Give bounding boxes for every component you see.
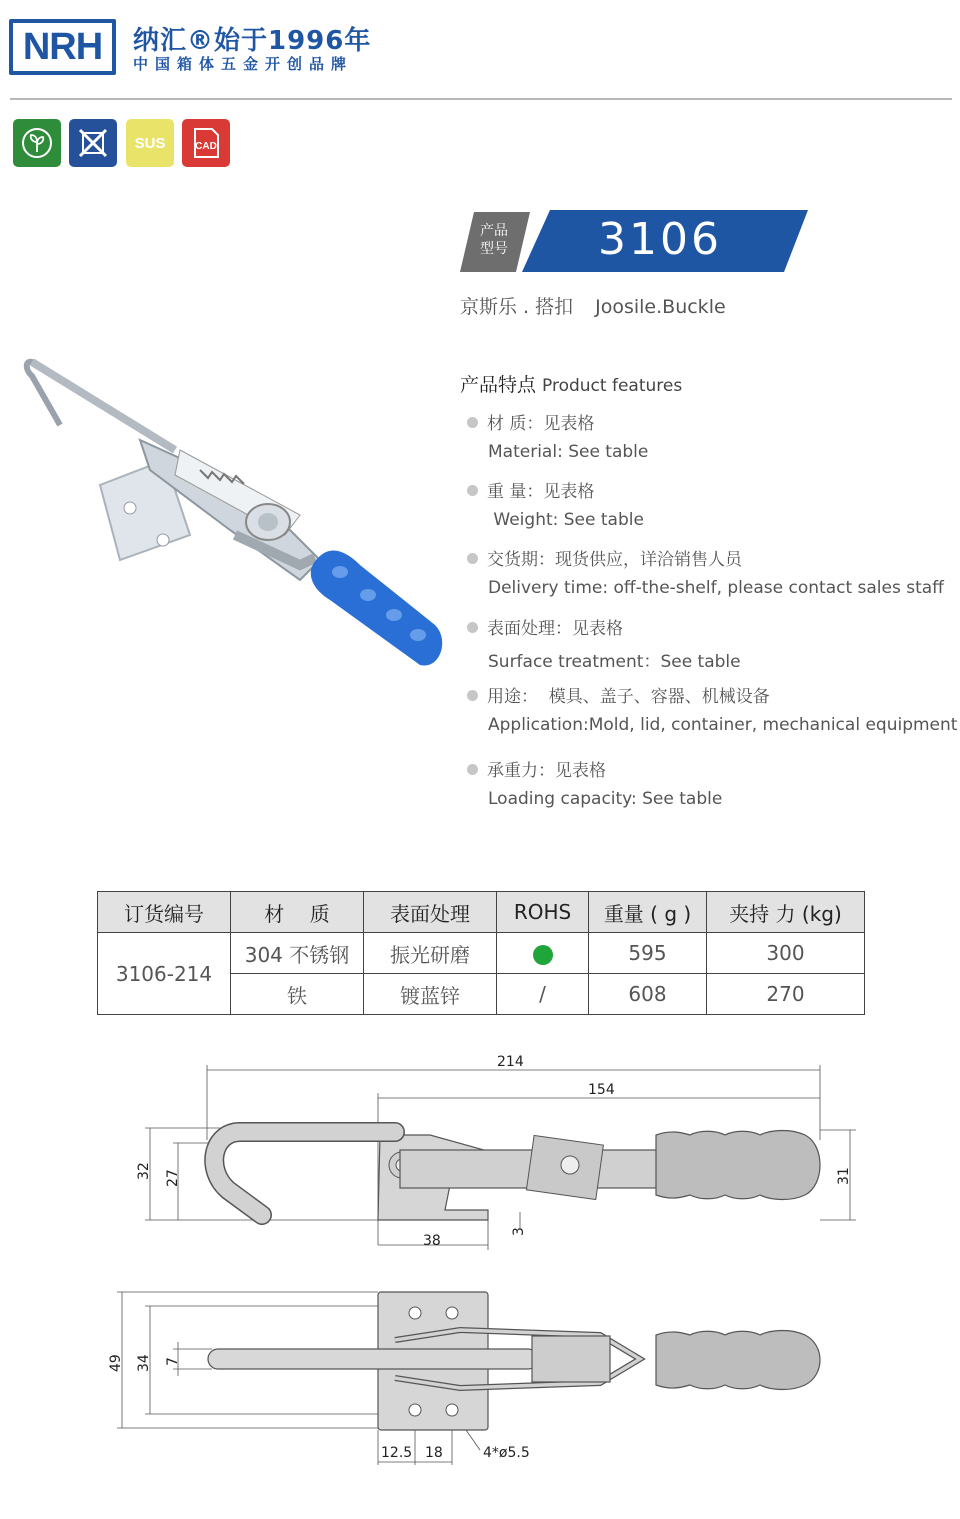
feature-material: 材 质：见表格 Material: See table: [467, 409, 648, 462]
dim-width-inner: 34: [136, 1354, 152, 1372]
side-view-drawing: [0, 1040, 960, 1270]
brand-subtitle: 中国箱体五金开创品牌: [133, 55, 354, 73]
feature-surface: 表面处理：见表格 Surface treatment：See table: [467, 614, 741, 672]
bullet-icon: [467, 622, 478, 633]
feature-weight: 重 量：见表格 Weight: See table: [467, 477, 644, 530]
dim-holes: 4*ø5.5: [483, 1445, 530, 1461]
bullet-icon: [467, 553, 478, 564]
dim-lever: 154: [588, 1082, 615, 1098]
dim-thickness: 3: [511, 1227, 527, 1236]
bullet-icon: [467, 417, 478, 428]
col-order-no: 订货编号: [98, 892, 231, 933]
col-material: 材 质: [231, 892, 364, 933]
feature-application: 用途： 模具、盖子、容器、机械设备 Application:Mold, lid, container, mechanical equipment: [467, 682, 957, 735]
model-label: 产品型号: [480, 223, 508, 257]
force-cell: 270: [707, 974, 865, 1015]
product-name: [460, 292, 726, 319]
rohs-compliant-icon: [533, 945, 553, 965]
col-rohs: ROHS: [497, 892, 589, 933]
feature-loading: 承重力：见表格 Loading capacity: See table: [467, 756, 722, 809]
top-view-drawing: [0, 1280, 960, 1480]
header-divider: [10, 98, 952, 100]
bullet-icon: [467, 485, 478, 496]
surface-cell: 振光研磨: [364, 933, 497, 974]
eco-leaf-icon: [13, 119, 61, 167]
col-surface: 表面处理: [364, 892, 497, 933]
dim-rod: 7: [165, 1357, 181, 1366]
dim-overall: 214: [497, 1054, 524, 1070]
bullet-icon: [467, 764, 478, 775]
brand-logo: [9, 19, 116, 75]
dim-height-outer: 32: [136, 1162, 152, 1180]
cad-badge: [182, 119, 230, 167]
product-name-cn: 京斯乐 . 搭扣: [460, 296, 574, 318]
col-force: 夹持 力 (kg): [707, 892, 865, 933]
dim-hole-pitch-a: 12.5: [381, 1445, 413, 1461]
svg-text:CAD: CAD: [195, 141, 217, 152]
force-cell: 300: [707, 933, 865, 974]
dim-hole-pitch-b: 18: [425, 1445, 443, 1461]
sus-badge: SUS: [126, 119, 174, 167]
spec-table: [97, 891, 865, 1015]
dim-base: 38: [423, 1233, 441, 1249]
brand-slogan: 纳汇®始于1996年: [133, 26, 372, 56]
order-number-cell: 3106-214: [98, 933, 231, 1015]
dim-handle: 31: [836, 1167, 852, 1185]
rohs-cell: /: [497, 974, 589, 1015]
material-cell: 304 不锈钢: [231, 933, 364, 974]
product-name-en: Joosile.Buckle: [595, 296, 726, 318]
features-title: 产品特点 Product features: [460, 374, 683, 396]
logo-text: NRH: [22, 25, 103, 68]
bullet-icon: [467, 690, 478, 701]
feature-delivery: 交货期：现货供应，详洽销售人员 Delivery time: off-the-shelf, please contact sales staff: [467, 545, 944, 598]
rohs-cell: [497, 933, 589, 974]
weight-cell: 608: [589, 974, 707, 1015]
model-number: 3106: [598, 214, 722, 265]
dim-width-outer: 49: [108, 1354, 124, 1372]
design-tools-icon: [69, 119, 117, 167]
dim-height-inner: 27: [165, 1169, 181, 1187]
weight-cell: 595: [589, 933, 707, 974]
surface-cell: 镀蓝锌: [364, 974, 497, 1015]
col-weight: 重量 ( g ): [589, 892, 707, 933]
table-header-row: [98, 892, 865, 933]
material-cell: 铁: [231, 974, 364, 1015]
table-row: [98, 933, 865, 974]
